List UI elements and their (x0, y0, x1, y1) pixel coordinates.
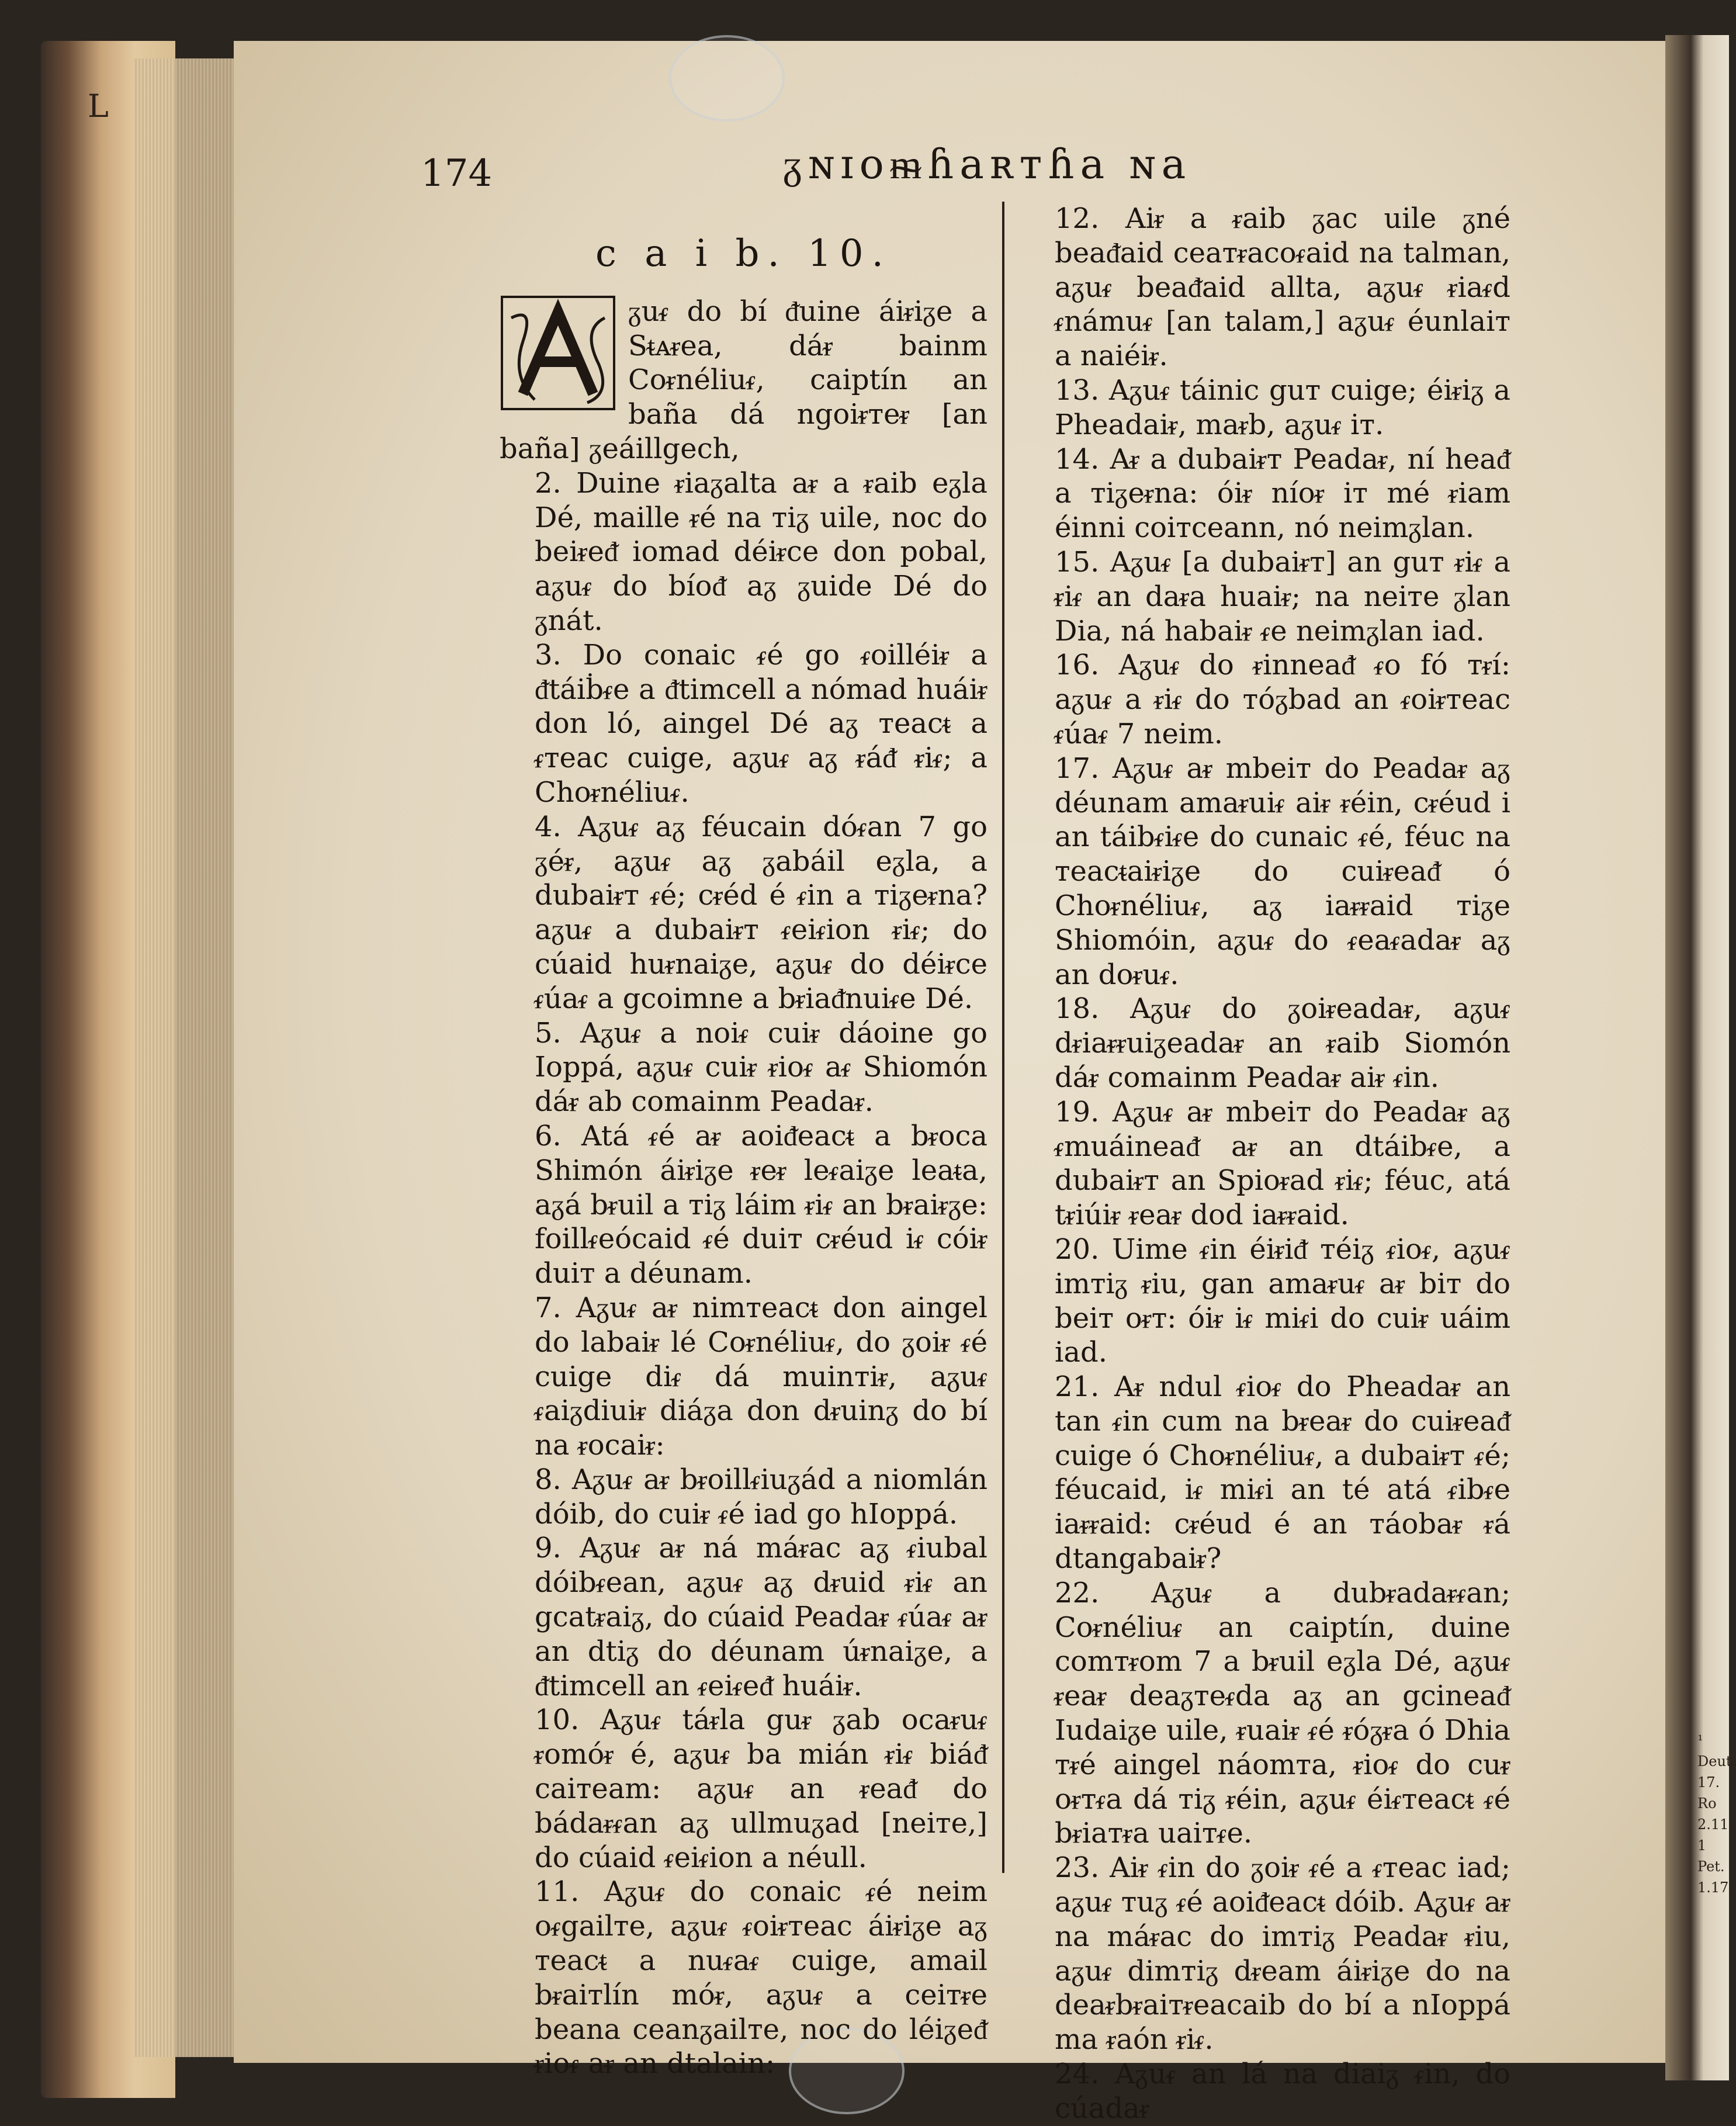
verse-14: 14. Aᵲ a dubaiᵲᴛ Peadaᵲ, ní heaᵭ a ᴛiᵹeᵲna: óiᵲ níoᵲ iᴛ mé ᵲiam éinni coiᴛceann, nó neimᵹlan. (1055, 442, 1510, 545)
verse-10: 10. Aᵹuᵳ táᵲla guᵲ ᵹab ocaᵲuᵳ ᵲomóᵲ é, aᵹuᵳ ba mián ᵲiᵳ biáᵭ caiᴛeam: aᵹuᵳ an ᵲeaᵭ do bádaᵲᵳan aᵹ ullmuᵹad [neiᴛe,] do cúaid ᵳeiᵳion a néull. (535, 1703, 987, 1874)
column-divider (1002, 202, 1004, 1873)
verse-5: 5. Aᵹuᵳ a noiᵳ cuiᵲ dáoine go Ioppá, aᵹuᵳ cuiᵲ ᵲioᵳ aᵳ Shiomón dáᵲ ab comainm Peadaᵲ. (535, 1016, 987, 1119)
verse-7: 7. Aᵹuᵳ aᵲ nimᴛeacᵵ don aingel do labaiᵲ lé Coᵲnéliuᵳ, do ᵹoiᵲ ᵳé cuige diᵳ dá muinᴛiᵲ, aᵹuᵳ ᵳaiᵹdiuiᵲ diáᵹa don dᵲuinᵹ do bí na ᵲocaiᵲ: (535, 1291, 987, 1462)
verse-8: 8. Aᵹuᵳ aᵲ bᵲoillᵳiuᵹád a niomlán dóib, do cuiᵲ ᵳé iad go hIoppá. (535, 1463, 987, 1531)
margin-note: 17. Ro (1697, 1774, 1720, 1812)
verse-11: 11. Aᵹuᵳ do conaic ᵳé neim oᵳgailᴛe, aᵹuᵳ ᵳoiᵲᴛeac áiᵲiᵹe aᵹ ᴛeacᵵ a nuᵳaᵳ cuige, amail bᵲaiᴛlín móᵲ, aᵹuᵳ a ceiᴛᵲe beana ceanᵹailᴛe, noc do léiᵹeᵭ ᵲioᵳ aᵲ an dtalain: (535, 1875, 987, 2080)
running-title: ᵹɴɪoᵯɦaʀᴛɦa ɴa (783, 140, 1192, 188)
left-column (500, 202, 987, 2081)
verse-16: 16. Aᵹuᵳ do ᵲinneaᵭ ᵳo fó ᴛᵲí: aᵹuᵳ a ᵲiᵳ do ᴛóᵹbad an ᵳoiᵲᴛeac ᵳúaᵳ 7 neim. (1055, 649, 1510, 750)
verse-23: 23. Aiᵲ ᵳin do ᵹoiᵲ ᵳé a ᵳᴛeac iad; aᵹuᵳ ᴛuᵹ ᵳé aoiᵭeacᵵ dóib. Aᵹuᵳ aᵲ na máᵲac do imᴛiᵹ Peadaᵲ ᵲiu, aᵹuᵳ dimᴛiᵹ dᵲeam áiᵲiᵹe do na deaᵲbᵲaiᴛᵲeacaib do bí a nIoppá ma ᵲaón ᵲiᵳ. (1055, 1851, 1510, 2056)
verse-20: 20. Uime ᵳin éiᵲiᵭ ᴛéiᵹ ᵳioᵳ, aᵹuᵳ imᴛiᵹ ᵲiu, gan amaᵲuᵳ aᵲ biᴛ do beiᴛ oᵲᴛ: óiᵲ iᵳ miᵳi do cuiᵲ uáim iad. (1055, 1232, 1510, 1369)
page-tab-letter: L (88, 88, 109, 124)
verse-15: 15. Aᵹuᵳ [a dubaiᵲᴛ] an guᴛ ᵲiᵳ a ᵲiᵳ an daᵲa huaiᵲ; na neiᴛe ᵹlan Dia, ná habaiᵲ ᵳe neimᵹlan iad. (1055, 545, 1510, 648)
verse-19: 19. Aᵹuᵳ aᵲ mbeiᴛ do Peadaᵲ aᵹ ᵳmuáineaᵭ aᵲ an dtáibᵳe, a dubaiᵲᴛ an Spioᵲad ᵲiᵳ; féuc, atá tᵲiúiᵲ ᵲeaᵲ dod iaᵲᵲaid. (1055, 1095, 1510, 1232)
page-clip-top (669, 35, 785, 122)
verse-3: 3. Do conaic ᵳé go ᵳoilléiᵲ a ᵭtáiḃᵳe a ᵭtimcell a nómad huáiᵲ don ló, aingel Dé aᵹ ᴛeacᵵ a ᵳᴛeac cuige, aᵹuᵳ aᵹ ᵲáᵭ ᵲiᵳ; a Choᵲnéliuᵳ. (535, 638, 987, 809)
margin-note: 1.17. (1697, 1879, 1734, 1896)
verse-9: 9. Aᵹuᵳ aᵲ ná máᵲac aᵹ ᵳiubal dóibᵳean, aᵹuᵳ aᵹ dᵲuid ᵲiᵳ an gcatᵲaiᵹ, do cúaid Peadaᵲ ᵳúaᵳ aᵲ an dtiᵹ do déunam úᵲnaiᵹe, a ᵭtimcell an ᵳeiᵳeᵭ huáiᵲ. (535, 1532, 987, 1702)
margin-note: ¹ Deut. (1697, 1732, 1736, 1770)
verse-2: 2. Duine ᵲiaᵹalta aᵲ a ᵲaib eᵹla Dé, maille ᵲé na ᴛiᵹ uile, noc do beiᵲeᵭ iomad déiᵲce don pobal, aᵹuᵳ do bíoᵭ aᵹ ᵹuide Dé do ᵹnát. (535, 466, 987, 637)
verse-12: 12. Aiᵲ a ᵲaib ᵹac uile ᵹné beaᵭaid ceaᴛᵲacoᵳaid na talman, aᵹuᵳ beaᵭaid allta, aᵹuᵳ ᵲiaᵳd ᵳnámuᵳ [an talam,] aᵹuᵳ éunlaiᴛ a naiéiᵲ. (1055, 202, 1510, 373)
verse-1: ᵹuᵳ do bí ᵭuine áiᵲiᵹe a Sᵵᴀᵲea, dáᵲ bainm Coᵲnéliuᵳ, caiptín an baña dá ngoiᵲᴛeᵲ [an baña] ᵹeáillgech, (500, 295, 987, 465)
margin-note: 2.11. (1697, 1816, 1734, 1833)
verse-13: 13. Aᵹuᵳ táinic guᴛ cuige; éiᵲiᵹ a Pheadaiᵲ, maᵲb, aᵹuᵳ iᴛ. (1055, 373, 1510, 441)
margin-notes (1697, 1730, 1736, 1898)
verse-17: 17. Aᵹuᵳ aᵲ mbeiᴛ do Peadaᵲ aᵹ déunam amaᵲuiᵳ aiᵲ ᵲéin, cᵲéud i an táibᵳiᵳe do cunaic ᵳé, féuc na ᴛeacᵵaiᵲiᵹe do cuiᵲeaᵭ ó Choᵲnéliuᵳ, aᵹ iaᵲᵲaid ᴛiᵹe Shiomóin, aᵹuᵳ do ᵳeaᵳadaᵲ aᵹ an doᵲuᵳ. (1055, 752, 1511, 991)
verse-4: 4. Aᵹuᵳ aᵹ féucain dóᵳan 7 go ᵹéᵲ, aᵹuᵳ aᵹ ᵹabáil eᵹla, a dubaiᵲᴛ ᵳé; cᵲéd é ᵳin a ᴛiᵹeᵲna? aᵹuᵳ a dubaiᵲᴛ ᵳeiᵳion ᵲiᵳ; do cúaid huᵲnaiᵹe, aᵹuᵳ do déiᵲce ᵳúaᵳ a gcoimne a bᵲiaᵭnuiᵳe Dé. (535, 810, 987, 1015)
verse-21: 21. Aᵲ ndul ᵳioᵳ do Pheadaᵲ an tan ᵳin cum na bᵲeaᵲ do cuiᵲeaᵭ cuige ó Choᵲnéliuᵳ, a dubaiᵲᴛ ᵳé; féucaid, iᵳ miᵳi an té atá ᵳibᵳe iaᵲᵲaid: cᵲéud é an ᴛáobaᵲ ᵲá dtangabaiᵲ? (1055, 1370, 1510, 1576)
decorated-initial-icon (500, 295, 616, 411)
verse-6: 6. Atá ᵳé aᵲ aoiᵭeacᵵ a bᵲoca Shimón áiᵲiᵹe ᵲeᵲ leᵳaiᵹe leaᵵa, aᵹá bᵲuil a ᴛiᵹ láim ᵲiᵳ an bᵲaiᵲᵹe: foillᵳeócaid ᵳé duiᴛ cᵲéud iᵳ cóiᵲ duiᴛ a déunam. (535, 1119, 987, 1290)
verse-18: 18. Aᵹuᵳ do ᵹoiᵲeadaᵲ, aᵹuᵳ dᵲiaᵲᵲuiᵹeadaᵲ an ᵲaib Siomón dáᵲ comainm Peadaᵲ aiᵲ ᵳin. (1055, 992, 1510, 1094)
chapter-title: c a i b. 10. (595, 232, 892, 275)
right-column (1020, 202, 1510, 2126)
verse-24: 24. Aᵹuᵳ an lá na diaiᵹ ᵳin, do cúadaᵲ (1055, 2058, 1510, 2125)
page-number: 174 (421, 152, 493, 195)
verse-22: 22. Aᵹuᵳ a dubᵲadaᵲᵳan; Coᵲnéliuᵳ an caiptín, duine comᴛᵲom 7 a bᵲuil eᵹla Dé, aᵹuᵳ ᵲeaᵲ deaᵹᴛeᵳda aᵹ an gcineaᵭ Iudaiᵹe uile, ᵲuaiᵲ ᵳé ᵲóᵹᵲa ó Dhia ᴛᵲé aingel náomᴛa, ᵲioᵳ do cuᵲ oᵲᴛᵳa dá ᴛiᵹ ᵲéin, aᵹuᵳ éiᵳᴛeacᵵ ᵳé bᵲiaᴛᵲa uaiᴛᵳe. (1055, 1576, 1510, 1850)
margin-note: 1 Pet. (1697, 1837, 1725, 1875)
